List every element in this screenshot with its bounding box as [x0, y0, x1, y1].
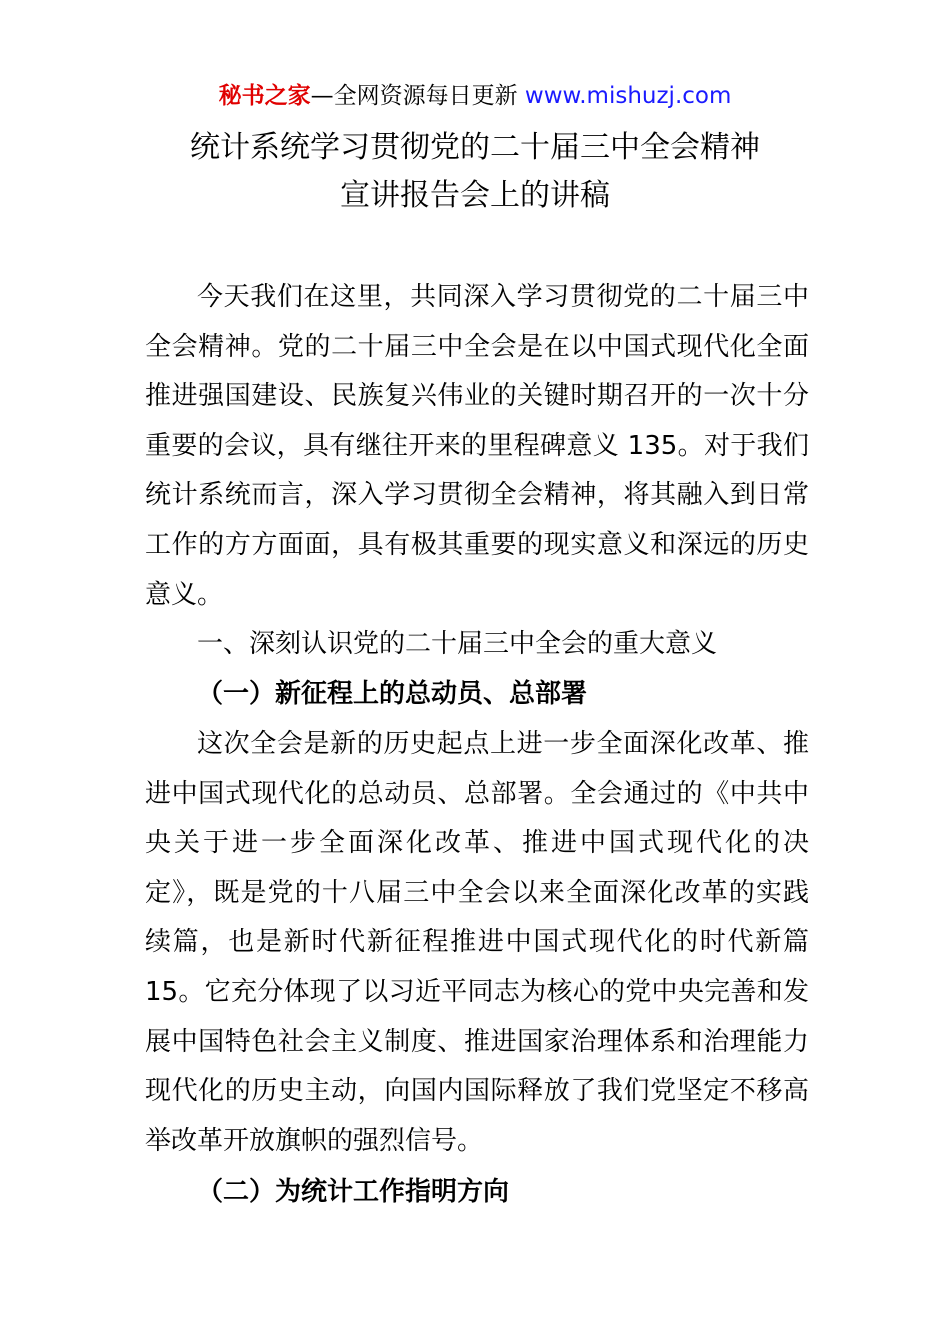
- subheading-text: （二）为统计工作指明方向: [197, 1177, 510, 1207]
- document-title-line-1: 统计系统学习贯彻党的二十届三中全会精神: [190, 130, 760, 165]
- header-tagline: —全网资源每日更新: [310, 83, 525, 109]
- paragraph-line: 进中国式现代化的总动员、总部署。全会通过的《中共中: [145, 778, 809, 809]
- paragraph-line: 今天我们在这里，共同深入学习贯彻党的二十届三中: [197, 282, 809, 312]
- paragraph-line: 意义。: [145, 579, 224, 610]
- paragraph-line: 推进强国建设、民族复兴伟业的关键时期召开的一次十分: [145, 381, 809, 412]
- paragraph-line: 这次全会是新的历史起点上进一步全面深化改革、推: [197, 729, 809, 759]
- paragraph-line: 工作的方方面面，具有极其重要的现实意义和深远的历史: [145, 529, 809, 560]
- subheading-text: （一）新征程上的总动员、总部署: [197, 679, 588, 709]
- paragraph-line: 续篇，也是新时代新征程推进中国式现代化的时代新篇: [145, 927, 809, 958]
- paragraph-line: 举改革开放旗帜的强烈信号。: [145, 1125, 484, 1156]
- subheading-1: [145, 670, 809, 720]
- paragraph-line: 定》，既是党的十八届三中全会以来全面深化改革的实践: [145, 877, 809, 908]
- paragraph-line: 全会精神。党的二十届三中全会是在以中国式现代化全面: [145, 331, 809, 362]
- brand-name: 秘书之家: [218, 83, 311, 109]
- paragraph-line: 15。它充分体现了以习近平同志为核心的党中央完善和发: [145, 976, 809, 1007]
- intro-paragraph: [145, 273, 809, 620]
- paragraph-line: 统计系统而言，深入学习贯彻全会精神，将其融入到日常: [145, 480, 809, 511]
- paragraph-line: 重要的会议，具有继往开来的里程碑意义 135。对于我们: [145, 430, 809, 461]
- section-heading-text: 一、深刻认识党的二十届三中全会的重大意义: [197, 629, 718, 659]
- paragraph-line: 央关于进一步全面深化改革、推进中国式现代化的决: [145, 828, 809, 859]
- site-header: [0, 80, 950, 112]
- body-paragraph-2: [145, 720, 809, 1166]
- section-heading-1: [145, 620, 809, 670]
- subheading-2: [145, 1168, 809, 1218]
- paragraph-line: 现代化的历史主动，向国内国际释放了我们党坚定不移高: [145, 1076, 809, 1107]
- site-url-link[interactable]: www.mishuzj.com: [524, 83, 732, 109]
- document-title-line-2: 宣讲报告会上的讲稿: [340, 178, 610, 213]
- paragraph-line: 展中国特色社会主义制度、推进国家治理体系和治理能力: [145, 1026, 809, 1057]
